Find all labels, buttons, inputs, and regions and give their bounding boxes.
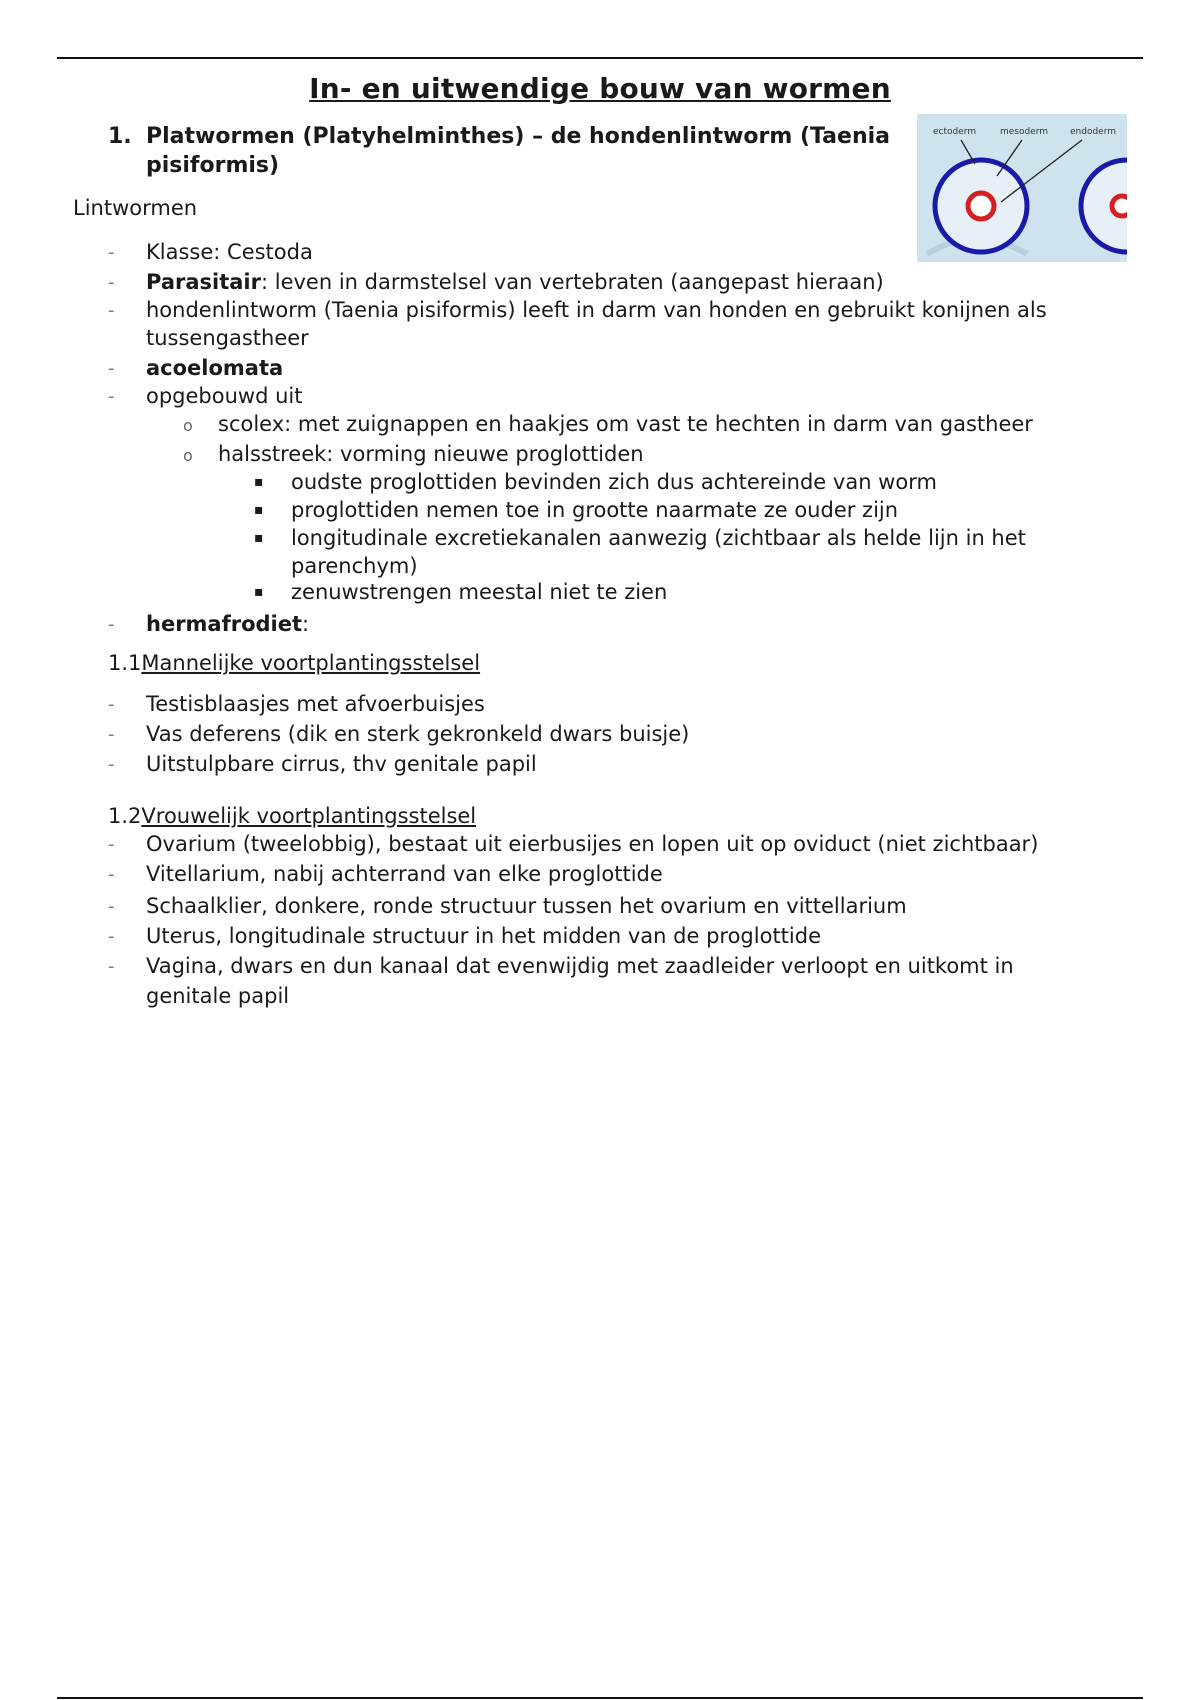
subsub-excretie-2: parenchym) (291, 554, 418, 578)
section-1-number: 1. (108, 124, 132, 149)
section-1-1-heading (108, 651, 480, 675)
label-mesoderm: mesoderm (1000, 127, 1049, 137)
dash-marker: - (108, 834, 115, 855)
hermafrodiet-colon: : (302, 612, 310, 636)
bullet-parasitair (146, 270, 884, 294)
subsub-oudste: oudste proglottiden bevinden zich dus achtereinde van worm (291, 470, 937, 494)
subbullet-halsstreek: halsstreek: vorming nieuwe proglottiden (218, 442, 644, 466)
dash-marker: - (108, 358, 115, 379)
dash-marker: - (108, 242, 115, 263)
subsub-excretie-1: longitudinale excretiekanalen aanwezig (zichtbaar als helde lijn in het (291, 526, 1026, 550)
subsub-zenuw: zenuwstrengen meestal niet te zien (291, 580, 668, 604)
square-marker: ▪ (254, 584, 264, 600)
male-item: Uitstulpbare cirrus, thv genitale papil (146, 752, 537, 776)
intro-text: Lintwormen (73, 196, 198, 220)
section-1-2-title: Vrouwelijk voortplantingsstelsel (141, 804, 477, 828)
bullet-klasse: Klasse: Cestoda (146, 240, 313, 264)
female-item-vagina-1: Vagina, dwars en dun kanaal dat evenwijdig met zaadleider verloopt en uitkomt in (146, 954, 1014, 978)
circle-marker: o (183, 446, 193, 465)
hermafrodiet-bold: hermafrodiet (146, 612, 303, 636)
square-marker: ▪ (254, 474, 264, 490)
male-item: Vas deferens (dik en sterk gekronkeld dwars buisje) (146, 722, 690, 746)
subbullet-scolex: scolex: met zuignappen en haakjes om vast te hechten in darm van gastheer (218, 412, 1033, 436)
square-marker: ▪ (254, 502, 264, 518)
dash-marker: - (108, 386, 115, 407)
section-1-1-number: 1.1 (108, 651, 142, 675)
dash-marker: - (108, 956, 115, 977)
section-1-2-heading (108, 804, 476, 828)
bullet-opgebouwd: opgebouwd uit (146, 384, 303, 408)
bullet-hermafrodiet (146, 612, 309, 636)
female-item: Ovarium (tweelobbig), bestaat uit eierbusijes en lopen uit op oviduct (niet zichtbaar) (146, 832, 1039, 856)
top-rule (57, 57, 1143, 59)
square-marker: ▪ (254, 530, 264, 546)
circle-marker: o (183, 416, 193, 435)
female-item: Uterus, longitudinale structuur in het midden van de proglottide (146, 924, 821, 948)
germ-layer-diagram (917, 114, 1127, 262)
bullet-hondenlintworm-2: tussengastheer (146, 326, 309, 350)
dash-marker: - (108, 896, 115, 917)
inner-ring-right (1112, 196, 1127, 216)
dash-marker: - (108, 694, 115, 715)
female-item: Vitellarium, nabij achterrand van elke proglottide (146, 862, 663, 886)
inner-ring-left (968, 193, 994, 219)
dash-marker: - (108, 926, 115, 947)
bottom-rule (57, 1697, 1143, 1699)
label-endoderm: endoderm (1070, 127, 1117, 137)
parasitair-bold: Parasitair (146, 270, 261, 294)
dash-marker: - (108, 864, 115, 885)
male-item: Testisblaasjes met afvoerbuisjes (146, 692, 485, 716)
page-title: In- en uitwendige bouw van wormen (309, 72, 891, 105)
section-1-title: Platwormen (Platyhelminthes) – de hondenlintworm (Taenia pisiformis) (146, 124, 890, 178)
female-item: Schaalklier, donkere, ronde structuur tussen het ovarium en vittellarium (146, 894, 907, 918)
section-1-2-number: 1.2 (108, 804, 142, 828)
female-item-vagina-2: genitale papil (146, 984, 290, 1008)
dash-marker: - (108, 272, 115, 293)
dash-marker: - (108, 300, 115, 321)
dash-marker: - (108, 724, 115, 745)
dash-marker: - (108, 754, 115, 775)
bullet-hondenlintworm-1: hondenlintworm (Taenia pisiformis) leeft in darm van honden en gebruikt konijnen als (146, 298, 1047, 322)
section-1-1-title: Mannelijke voortplantingsstelsel (141, 651, 481, 675)
parasitair-text: : leven in darmstelsel van vertebraten (aangepast hieraan) (261, 270, 884, 294)
dash-marker: - (108, 614, 115, 635)
subsub-proglottiden: proglottiden nemen toe in grootte naarmate ze ouder zijn (291, 498, 899, 522)
label-ectoderm: ectoderm (933, 127, 977, 137)
bullet-acoelomata: acoelomata (146, 356, 284, 380)
